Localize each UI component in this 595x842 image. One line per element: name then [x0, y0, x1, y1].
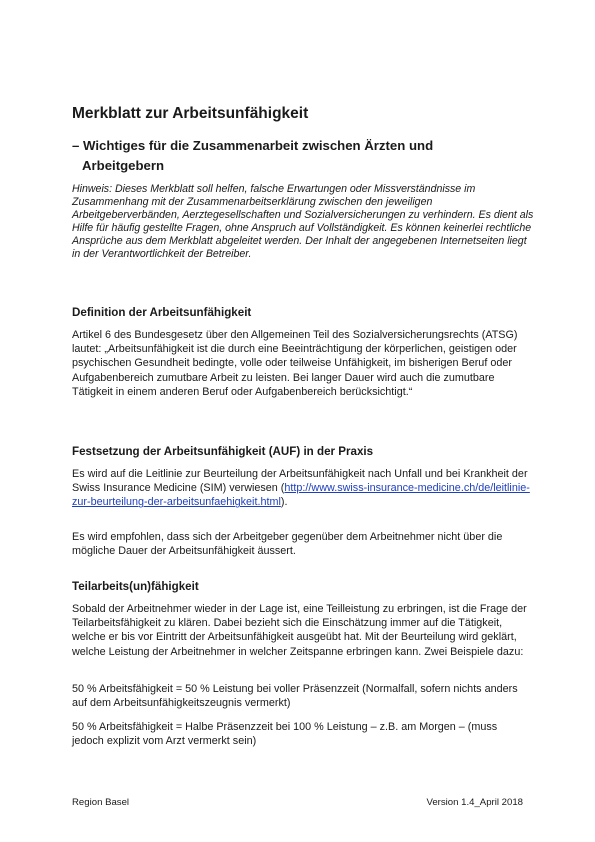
disclaimer-note: Hinweis: Dieses Merkblatt soll helfen, falsche Erwartungen oder Missverständnisse im Zusammenhang mit der Zusammenarbeitserklärung zwischen den jeweiligen Arbeitgeberverbänden, Aerztegesellschaften und Sozialversicherungen zu verhindern. Es dient als Hilfe für häufig gestellte Fragen, ohne Anspruch auf Vollständigkeit. Es können keinerlei rechtliche Ansprüche aus dem Merkblatt abgeleitet werden. Der Inhalt der angegebenen Internetseiten liegt in der Verantwortlichkeit der Betreiber.: [72, 183, 534, 261]
festsetzung-recommendation: Es wird empfohlen, dass sich der Arbeitgeber gegenüber dem Arbeitnehmer nicht über die mögliche Dauer der Arbeitsunfähigkeit äussert.: [72, 531, 503, 558]
subtitle-line-2: Arbeitgebern: [82, 158, 165, 173]
document-title: Merkblatt zur Arbeitsunfähigkeit: [72, 105, 309, 122]
subtitle-line-1: – Wichtiges für die Zusammenarbeit zwischen Ärzten und: [72, 138, 434, 153]
section-heading-definition: Definition der Arbeitsunfähigkeit: [72, 306, 252, 319]
teilarbeit-paragraph: Sobald der Arbeitnehmer wieder in der Lage ist, eine Teilleistung zu erbringen, ist die Frage der Teilarbeitsfähigkeit zu klären. Dabei bezieht sich die Einschätzung immer auf die Tätigkeit, welche er bis vor Eintritt der Arbeitsunfähigkeit ausgeübt hat. Mit der Beurteilung wird geklärt, welche Leistung der Arbeitnehmer in welcher Zeitspanne erbringen kann. Zwei Beispiele dazu:: [72, 603, 527, 658]
footer-region: Region Basel: [72, 797, 130, 808]
document-subtitle: [72, 136, 512, 176]
teilarbeit-example-1: 50 % Arbeitsfähigkeit = 50 % Leistung bei voller Präsenzzeit (Normalfall, sofern nichts anders auf dem Arbeitsunfähigkeitszeugnis vermerkt): [72, 683, 518, 710]
section-heading-festsetzung: Festsetzung der Arbeitsunfähigkeit (AUF) in der Praxis: [72, 445, 374, 458]
footer-version: Version 1.4_April 2018: [426, 797, 523, 808]
festsetzung-text-after-link: ).: [280, 496, 288, 509]
festsetzung-paragraph: [72, 467, 532, 510]
teilarbeit-example-2: 50 % Arbeitsfähigkeit = Halbe Präsenzzeit bei 100 % Leistung – z.B. am Morgen – (muss jedoch explizit vom Arzt vermerkt sein): [72, 721, 498, 748]
festsetzung-text-before-link: Es wird auf die Leitlinie zur Beurteilung der Arbeitsunfähigkeit nach Unfall und bei Krankheit der Swiss Insurance Medicine (SIM) verwiesen (: [72, 468, 528, 495]
section-heading-teilarbeit: Teilarbeits(un)fähigkeit: [72, 580, 199, 593]
definition-paragraph: Artikel 6 des Bundesgesetz über den Allgemeinen Teil des Sozialversicherungsrechts (ATSG) lautet: „Arbeitsunfähigkeit ist die durch eine Beeinträchtigung der körperlichen, geistigen oder psychischen Gesundheit bedingte, volle oder teilweise Unfähigkeit, im bisherigen Beruf oder Aufgabenbereich zumutbare Arbeit zu leisten. Bei langer Dauer wird auch die zumutbare Tätigkeit in einem anderen Beruf oder Aufgabenbereich berücksichtigt.“: [72, 329, 518, 398]
sim-guideline-link[interactable]: http://www.swiss-insurance-medicine.ch/de/leitlinie-zur-beurteilung-der-arbeitsunfaehigkeit.html: [72, 482, 530, 509]
